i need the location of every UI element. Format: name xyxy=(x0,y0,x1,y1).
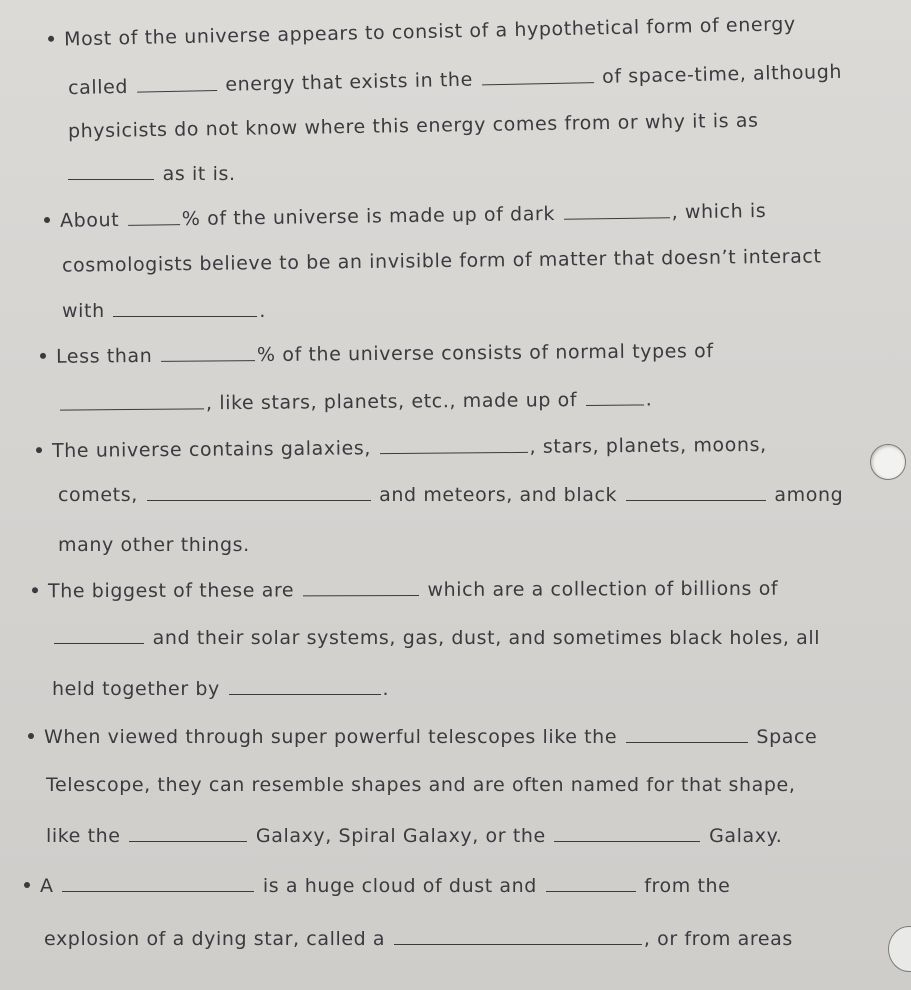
answer-blank[interactable] xyxy=(380,436,528,454)
worksheet-line: Less than % of the universe consists of normal types of xyxy=(40,339,714,369)
answer-blank[interactable] xyxy=(147,484,371,501)
worksheet-line: with . xyxy=(62,300,266,322)
bullet-icon xyxy=(24,882,30,888)
bullet-icon xyxy=(32,587,38,593)
answer-blank[interactable] xyxy=(586,388,644,406)
answer-blank[interactable] xyxy=(68,163,154,180)
answer-blank[interactable] xyxy=(136,74,216,93)
punch-hole xyxy=(870,444,906,480)
bullet-icon xyxy=(28,733,34,739)
worksheet-line: Most of the universe appears to consist of a hypothetical form of energy xyxy=(48,12,796,52)
worksheet-line: Telescope, they can resemble shapes and are often named for that shape, xyxy=(46,774,796,796)
answer-blank[interactable] xyxy=(303,579,419,596)
worksheet-line: When viewed through super powerful telescopes like the Space xyxy=(28,725,817,749)
answer-blank[interactable] xyxy=(54,627,144,644)
bullet-icon xyxy=(40,352,46,358)
answer-blank[interactable] xyxy=(546,875,636,892)
worksheet-line: like the Galaxy, Spiral Galaxy, or the Galaxy. xyxy=(46,825,783,847)
punch-hole xyxy=(888,926,911,972)
worksheet-line: and their solar systems, gas, dust, and sometimes black holes, all xyxy=(52,626,820,650)
worksheet-line: as it is. xyxy=(66,162,236,186)
answer-blank[interactable] xyxy=(229,678,381,695)
answer-blank[interactable] xyxy=(161,344,255,362)
worksheet-line: cosmologists believe to be an invisible form of matter that doesn’t interact xyxy=(61,245,822,277)
answer-blank[interactable] xyxy=(481,66,593,85)
answer-blank[interactable] xyxy=(626,484,766,501)
worksheet-line: A is a huge cloud of dust and from the xyxy=(24,874,730,898)
answer-blank[interactable] xyxy=(113,300,257,317)
worksheet-line: , like stars, planets, etc., made up of . xyxy=(58,387,653,416)
answer-blank[interactable] xyxy=(554,825,700,842)
worksheet-line: comets, and meteors, and black among xyxy=(58,484,844,506)
answer-blank[interactable] xyxy=(62,875,254,892)
answer-blank[interactable] xyxy=(60,392,204,410)
worksheet-line: many other things. xyxy=(58,534,250,556)
answer-blank[interactable] xyxy=(394,928,642,945)
bullet-icon xyxy=(44,216,50,222)
worksheet-line: physicists do not know where this energy comes from or why it is as xyxy=(67,109,759,143)
answer-blank[interactable] xyxy=(563,201,669,219)
worksheet-line: The universe contains galaxies, , stars, planets, moons, xyxy=(36,433,767,463)
worksheet-line: called energy that exists in the of space-time, although xyxy=(67,60,843,100)
bullet-icon xyxy=(36,447,42,453)
worksheet-line: held together by . xyxy=(52,678,390,700)
answer-blank[interactable] xyxy=(128,208,180,226)
worksheet-line: explosion of a dying star, called a , or from areas xyxy=(44,928,793,950)
answer-blank[interactable] xyxy=(626,726,748,743)
answer-blank[interactable] xyxy=(129,825,247,842)
bullet-icon xyxy=(48,35,54,41)
worksheet-line: The biggest of these are which are a collection of billions of xyxy=(32,577,778,604)
worksheet-line: About % of the universe is made up of dark , which is xyxy=(44,199,767,233)
